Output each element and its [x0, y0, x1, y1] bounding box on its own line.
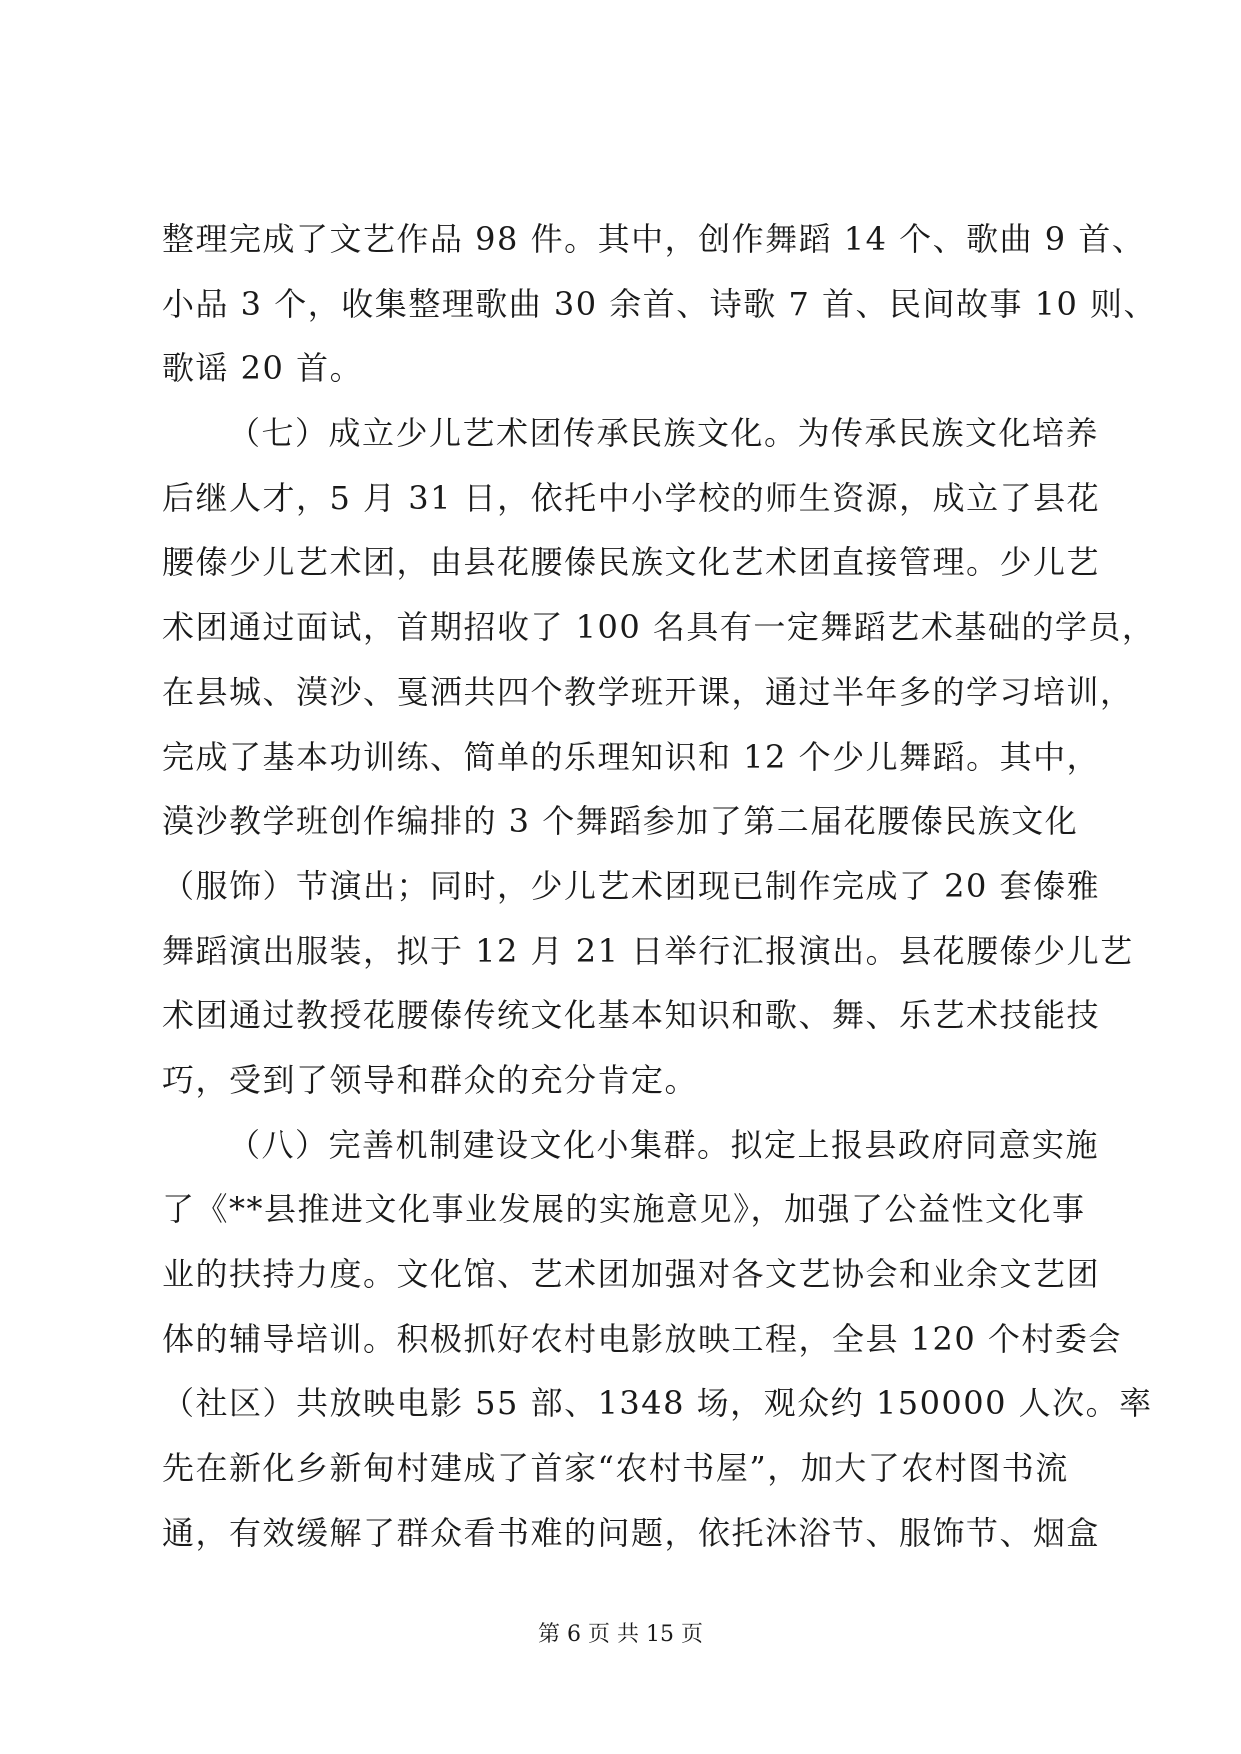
- text-line: 后继人才，5 月 31 日，依托中小学校的师生资源，成立了县花: [162, 478, 1101, 517]
- body-text: [162, 207, 1158, 1565]
- text-line: 业的扶持力度。文化馆、艺术团加强对各文艺协会和业余文艺团: [162, 1255, 1101, 1293]
- text-line: 在县城、漠沙、戛洒共四个教学班开课，通过半年多的学习培训，: [162, 672, 1134, 711]
- section-heading-line: （八）完善机制建设文化小集群。拟定上报县政府同意实施: [228, 1125, 1100, 1164]
- text-line: （社区）共放映电影 55 部、1348 场，观众约 150000 人次。率: [162, 1384, 1153, 1423]
- section-heading-line: （七）成立少儿艺术团传承民族文化。为传承民族文化培养: [228, 414, 1100, 453]
- text-line: 术团通过教授花腰傣传统文化基本知识和歌、舞、乐艺术技能技: [162, 996, 1101, 1035]
- text-line: 通，有效缓解了群众看书难的问题，依托沐浴节、服饰节、烟盒: [162, 1513, 1101, 1552]
- text-line: 歌谣 20 首。: [162, 349, 364, 388]
- page-number-label: 第 6 页 共 15 页: [538, 1622, 703, 1647]
- text-line: 完成了基本功训练、简单的乐理知识和 12 个少儿舞蹈。其中，: [162, 737, 1101, 776]
- text-line: 巧，受到了领导和群众的充分肯定。: [162, 1060, 699, 1099]
- text-line: 漠沙教学班创作编排的 3 个舞蹈参加了第二届花腰傣民族文化: [162, 802, 1079, 841]
- text-line: 体的辅导培训。积极抓好农村电影放映工程，全县 120 个村委会: [162, 1319, 1122, 1358]
- text-line: 小品 3 个，收集整理歌曲 30 余首、诗歌 7 首、民间故事 10 则、: [162, 284, 1158, 323]
- text-line: 舞蹈演出服装，拟于 12 月 21 日举行汇报演出。县花腰傣少儿艺: [162, 931, 1134, 970]
- page-footer: [0, 1617, 1241, 1648]
- text-line: 先在新化乡新甸村建成了首家“农村书屋”，加大了农村图书流: [162, 1449, 1069, 1488]
- text-line: 整理完成了文艺作品 98 件。其中，创作舞蹈 14 个、歌曲 9 首、: [162, 220, 1146, 258]
- text-line: 腰傣少儿艺术团，由县花腰傣民族文化艺术团直接管理。少儿艺: [162, 543, 1101, 582]
- text-line: 了《**县推进文化事业发展的实施意见》，加强了公益性文化事: [162, 1190, 1086, 1229]
- text-line: （服饰）节演出；同时，少儿艺术团现已制作完成了 20 套傣雅: [162, 866, 1101, 905]
- text-line: 术团通过面试，首期招收了 100 名具有一定舞蹈艺术基础的学员，: [162, 608, 1156, 647]
